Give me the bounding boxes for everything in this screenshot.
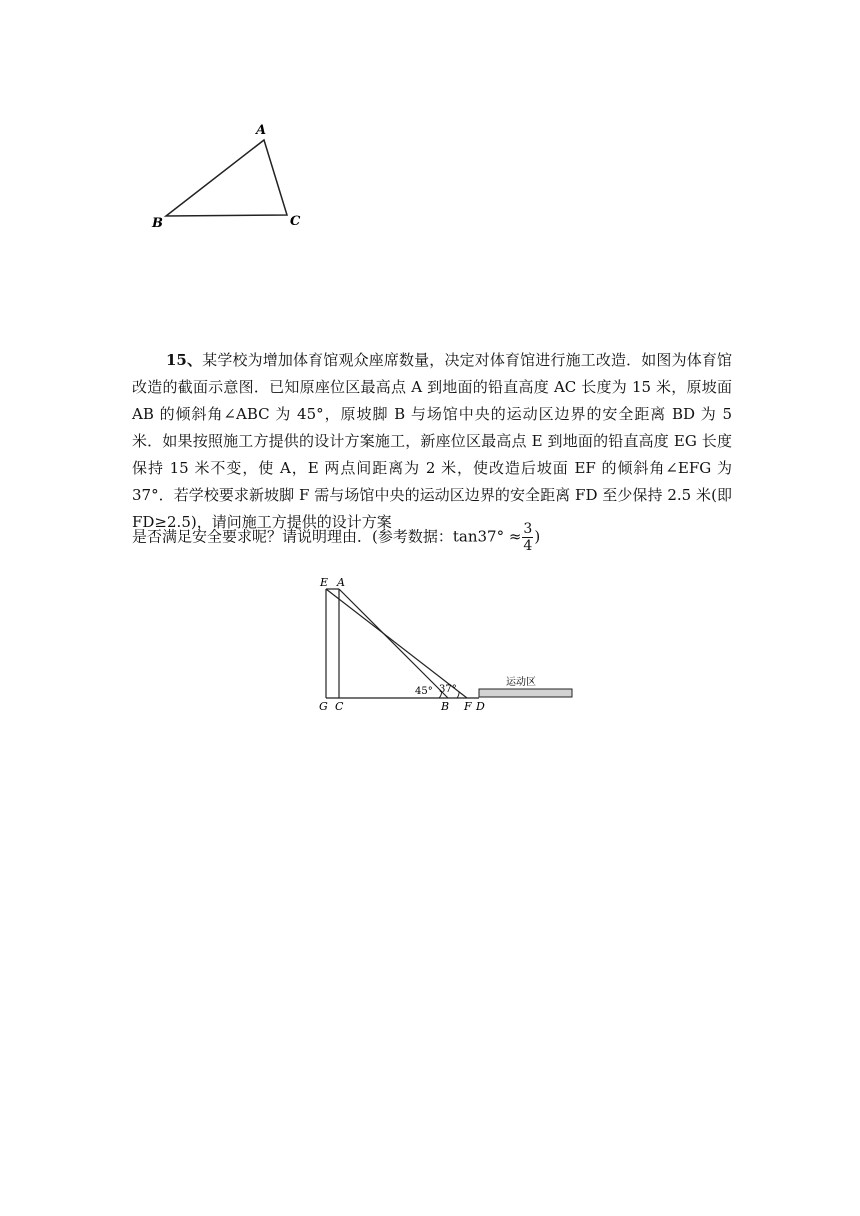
triangle-abc [166, 140, 287, 216]
problem-last-line [132, 521, 540, 554]
label-a: A [256, 123, 267, 138]
label-d: D [476, 700, 485, 713]
fraction-denominator: 4 [523, 538, 533, 554]
label-b: B [152, 216, 163, 231]
last-line-suffix: ) [534, 527, 541, 546]
angle-label-45: 45° [415, 686, 433, 697]
problem-text [132, 347, 732, 536]
fraction-numerator: 3 [523, 521, 533, 537]
label-c: C [290, 214, 301, 229]
problem-body: 某学校为增加体育馆观众座席数量，决定对体育馆进行施工改造．如图为体育馆改造的截面示意图．已知原座位区最高点 A 到地面的铅直高度 AC 长度为 15 米，原坡面 AB 的倾斜角∠ABC 为 45°，原坡脚 B 与场馆中央的运动区边界的安全距离 BD 为 5 米．如果按照施工方提供的设计方案施工，新座位区最高点 E 到地面的铅直高度 EG 长度保持 15 米不变，使 A，E 两点间距离为 2 米，使改造后坡面 EF 的倾斜角∠EFG 为 37°．若学校要求新坡脚 F 需与场馆中央的运动区边界的安全距离 FD 至少保持 2.5 米(即 FD≥2.5)，请问施工方提供的设计方案 [132, 351, 733, 531]
last-line-prefix: 是否满足安全要求呢？请说明理由．(参考数据：tan37° ≈ [132, 527, 522, 546]
label-b2: B [441, 700, 450, 713]
label-e: E [320, 576, 329, 589]
slope-ab [339, 589, 448, 698]
fraction [522, 521, 533, 554]
label-g: G [319, 700, 328, 713]
label-a2: A [337, 576, 345, 589]
slope-ef [326, 589, 467, 698]
sports-zone [479, 689, 572, 697]
label-c2: C [335, 700, 344, 713]
label-f: F [464, 700, 472, 713]
angle-arc-37 [457, 692, 459, 698]
angle-label-37: 37° [439, 684, 457, 695]
zone-label: 运动区 [506, 677, 536, 688]
stadium-diagram [314, 574, 584, 714]
triangle-figure [140, 116, 310, 232]
problem-number: 15、 [166, 351, 203, 369]
